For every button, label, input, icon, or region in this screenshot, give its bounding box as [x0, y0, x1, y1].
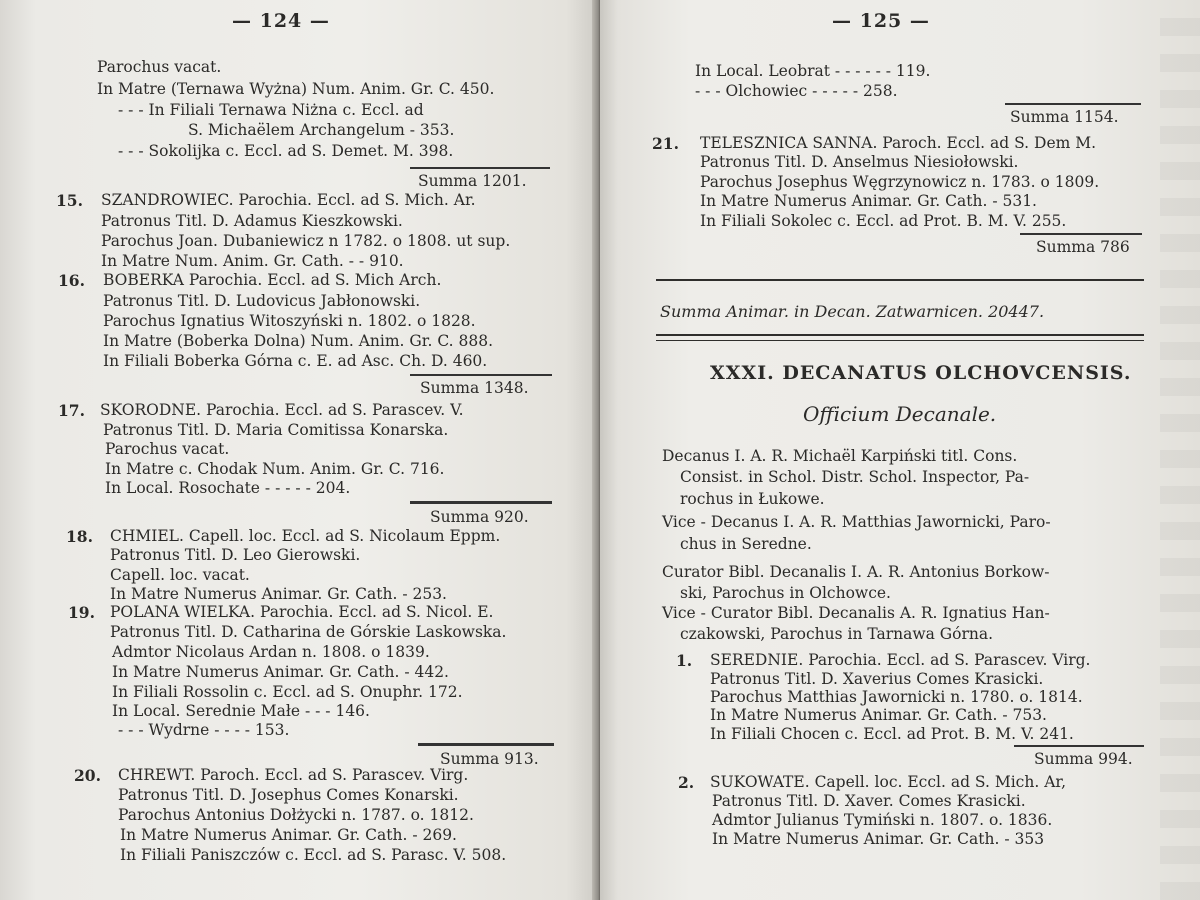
page-number-left: — 124 —: [232, 10, 330, 32]
deanery-total: Summa Animar. in Decan. Zatwarnicen. 20447.: [660, 302, 1045, 321]
text-line: In Filiali Rossolin c. Eccl. ad S. Onuphr. 172.: [112, 683, 463, 701]
text-line: Parochus Josephus Węgrzynowicz n. 1783. o 1809.: [700, 173, 1100, 191]
entry-number: 18.: [66, 527, 93, 546]
summa-line: Summa 1348.: [420, 379, 529, 397]
text-line: Patronus Titl. D. Anselmus Niesiołowski.: [700, 153, 1019, 171]
text-line: Patronus Titl. D. Josephus Comes Konarski.: [118, 786, 459, 804]
summa-rule: [1020, 233, 1142, 235]
section-rule: [656, 279, 1144, 281]
text-line: czakowski, Parochus in Tarnawa Górna.: [680, 625, 994, 643]
summa-line: Summa 913.: [440, 750, 539, 768]
text-line: In Local. Rosochate - - - - - 204.: [105, 479, 351, 497]
officium-heading: Officium Decanale.: [803, 402, 997, 426]
text-line: Admtor Nicolaus Ardan n. 1808. o 1839.: [112, 643, 430, 661]
text-line: Parochus Antonius Dołżycki n. 1787. o. 1812.: [118, 806, 474, 824]
text-line: In Matre Numerus Animar. Gr. Cath. - 353: [712, 830, 1045, 848]
summa-rule: [410, 167, 550, 169]
entry-number: 17.: [58, 401, 85, 420]
entry-number: 1.: [676, 651, 693, 670]
text-line: Patronus Titl. D. Xaverius Comes Krasicki.: [710, 670, 1044, 688]
entry-title: SZANDROWIEC. Parochia. Eccl. ad S. Mich. Ar.: [101, 191, 476, 209]
text-line: In Filiali Chocen c. Eccl. ad Prot. B. M. V. 241.: [710, 725, 1074, 743]
text-line: Admtor Julianus Tymiński n. 1807. o. 1836.: [712, 811, 1053, 829]
entry-title: SUKOWATE. Capell. loc. Eccl. ad S. Mich. Ar,: [710, 773, 1067, 791]
entry-title: CHMIEL. Capell. loc. Eccl. ad S. Nicolaum Eppm.: [110, 527, 501, 545]
entry-number: 21.: [652, 134, 679, 153]
text-line: Patronus Titl. D. Adamus Kieszkowski.: [101, 212, 403, 230]
right-page: [600, 0, 1200, 900]
section-rule: [656, 340, 1144, 341]
text-line: - - - Olchowiec - - - - - 258.: [695, 82, 898, 100]
summa-rule: [1014, 745, 1144, 747]
entry-title: POLANA WIELKA. Parochia. Eccl. ad S. Nicol. E.: [110, 603, 494, 621]
text-line: In Matre Numerus Animar. Gr. Cath. - 253.: [110, 585, 447, 603]
page-number-right: — 125 —: [832, 10, 930, 32]
text-line: - - - Wydrne - - - - 153.: [118, 721, 290, 739]
entry-title: SKORODNE. Parochia. Eccl. ad S. Parascev. V.: [100, 401, 464, 419]
entry-number: 20.: [74, 766, 101, 785]
text-line: In Matre (Ternawa Wyżna) Num. Anim. Gr. C. 450.: [97, 80, 495, 98]
entry-number: 19.: [68, 603, 95, 622]
left-page: [0, 0, 596, 900]
text-line: chus in Seredne.: [680, 535, 812, 553]
summa-rule: [418, 743, 554, 746]
entry-number: 15.: [56, 191, 83, 210]
text-line: Vice - Decanus I. A. R. Matthias Jawornicki, Paro-: [662, 513, 1051, 531]
text-line: Parochus vacat.: [97, 58, 222, 76]
text-line: In Matre Numerus Animar. Gr. Cath. - 269.: [120, 826, 457, 844]
entry-number: 16.: [58, 271, 85, 290]
entry-title: BOBERKA Parochia. Eccl. ad S. Mich Arch.: [103, 271, 442, 289]
summa-rule: [1005, 103, 1141, 105]
text-line: Vice - Curator Bibl. Decanalis A. R. Ignatius Han-: [662, 604, 1050, 622]
section-rule: [656, 334, 1144, 336]
text-line: S. Michaëlem Archangelum - 353.: [188, 121, 455, 139]
summa-rule: [410, 374, 552, 376]
text-line: Patronus Titl. D. Ludovicus Jabłonowski.: [103, 292, 421, 310]
summa-line: Summa 1201.: [418, 172, 527, 190]
text-line: Parochus Ignatius Witoszyński n. 1802. o 1828.: [103, 312, 476, 330]
text-line: In Matre Num. Anim. Gr. Cath. - - 910.: [101, 252, 404, 270]
text-line: Parochus vacat.: [105, 440, 230, 458]
summa-line: Summa 786: [1036, 238, 1130, 256]
entry-title: CHREWT. Paroch. Eccl. ad S. Parascev. Virg.: [118, 766, 469, 784]
entry-number: 2.: [678, 773, 695, 792]
text-line: Patronus Titl. D. Leo Gierowski.: [110, 546, 361, 564]
text-line: In Matre Numerus Animar. Gr. Cath. - 442.: [112, 663, 449, 681]
text-line: In Matre Numerus Animar. Gr. Cath. - 531.: [700, 192, 1037, 210]
summa-line: Summa 1154.: [1010, 108, 1119, 126]
text-line: Consist. in Schol. Distr. Schol. Inspector, Pa-: [680, 468, 1030, 486]
text-line: In Filiali Paniszczów c. Eccl. ad S. Parasc. V. 508.: [120, 846, 507, 864]
text-line: In Matre Numerus Animar. Gr. Cath. - 753.: [710, 706, 1047, 724]
text-line: Parochus Matthias Jawornicki n. 1780. o. 1814.: [710, 688, 1083, 706]
entry-title: SEREDNIE. Parochia. Eccl. ad S. Parascev. Virg.: [710, 651, 1091, 669]
text-line: In Local. Serednie Małe - - - 146.: [112, 702, 370, 720]
summa-line: Summa 994.: [1034, 750, 1133, 768]
text-line: - - - In Filiali Ternawa Niżna c. Eccl. ad: [118, 101, 424, 119]
text-line: - - - Sokolijka c. Eccl. ad S. Demet. M. 398.: [118, 142, 454, 160]
text-line: In Filiali Boberka Górna c. E. ad Asc. Ch. D. 460.: [103, 352, 488, 370]
page-edge-texture: [1160, 0, 1200, 900]
text-line: Capell. loc. vacat.: [110, 566, 250, 584]
text-line: Parochus Joan. Dubaniewicz n 1782. o 1808. ut sup.: [101, 232, 511, 250]
deanery-heading: XXXI. DECANATUS OLCHOVCENSIS.: [710, 362, 1132, 384]
entry-title: TELESZNICA SANNA. Paroch. Eccl. ad S. Dem M.: [700, 134, 1097, 152]
summa-line: Summa 920.: [430, 508, 529, 526]
summa-rule: [410, 501, 552, 504]
text-line: Decanus I. A. R. Michaël Karpiński titl. Cons.: [662, 447, 1018, 465]
text-line: In Matre c. Chodak Num. Anim. Gr. C. 716.: [105, 460, 445, 478]
text-line: Curator Bibl. Decanalis I. A. R. Antonius Borkow-: [662, 563, 1050, 581]
text-line: In Filiali Sokolec c. Eccl. ad Prot. B. M. V. 255.: [700, 212, 1067, 230]
text-line: Patronus Titl. D. Maria Comitissa Konarska.: [103, 421, 449, 439]
text-line: rochus in Łukowe.: [680, 490, 825, 508]
text-line: In Matre (Boberka Dolna) Num. Anim. Gr. C. 888.: [103, 332, 494, 350]
text-line: ski, Parochus in Olchowce.: [680, 584, 891, 602]
text-line: Patronus Titl. D. Catharina de Górskie Laskowska.: [110, 623, 507, 641]
text-line: In Local. Leobrat - - - - - - 119.: [695, 62, 931, 80]
text-line: Patronus Titl. D. Xaver. Comes Krasicki.: [712, 792, 1026, 810]
